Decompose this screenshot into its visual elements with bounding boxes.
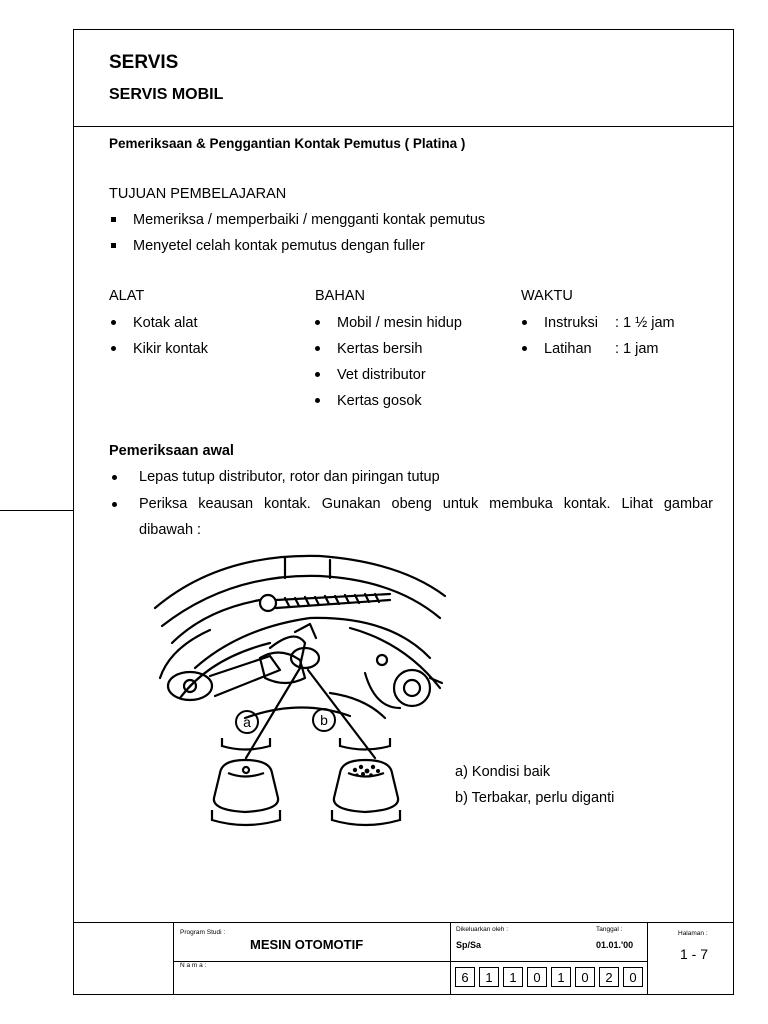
bullet-icon — [315, 398, 320, 403]
bullet-icon — [522, 320, 527, 325]
page-title: SERVIS — [109, 52, 179, 73]
figure-caption-b: b) Terbakar, perlu diganti — [455, 790, 615, 806]
inspection-heading: Pemeriksaan awal — [109, 443, 234, 459]
code-digit: 2 — [599, 967, 619, 987]
inspection-item: Lepas tutup distributor, rotor dan piringan tutup — [139, 469, 440, 485]
bahan-item: Mobil / mesin hidup — [337, 315, 462, 331]
code-digit: 1 — [479, 967, 499, 987]
code-digit: 0 — [527, 967, 547, 987]
figure-caption-a: a) Kondisi baik — [455, 764, 551, 780]
bullet-icon — [111, 346, 116, 351]
margin-mark — [0, 510, 73, 511]
alat-item: Kikir kontak — [133, 341, 208, 357]
issued-value: Sp/Sa — [456, 940, 482, 950]
topic-title: Pemeriksaan & Penggantian Kontak Pemutus ( Platina ) — [109, 136, 466, 151]
bullet-icon — [522, 346, 527, 351]
waktu-value: : 1 ½ jam — [615, 315, 675, 331]
bullet-icon — [111, 320, 116, 325]
inspection-item-continued: dibawah : — [139, 522, 202, 538]
waktu-label: Latihan — [544, 341, 592, 357]
bahan-item: Kertas bersih — [337, 341, 423, 357]
nama-label: N a m a : — [180, 962, 207, 969]
distributor-contact-figure — [150, 548, 450, 838]
page-label: Halaman : — [678, 930, 708, 937]
contact-burnt-icon — [332, 738, 400, 825]
bullet-icon — [112, 475, 117, 480]
objectives-heading: TUJUAN PEMBELAJARAN — [109, 186, 287, 202]
figure-label-b: b — [320, 712, 328, 728]
bullet-icon — [315, 346, 320, 351]
waktu-value: : 1 jam — [615, 341, 659, 357]
date-label: Tanggal : — [596, 926, 623, 933]
page-frame — [73, 29, 734, 995]
objective-item: Menyetel celah kontak pemutus dengan fuller — [133, 238, 425, 254]
bahan-item: Vet distributor — [337, 367, 426, 383]
inspection-item: Periksa keausan kontak. Gunakan obeng untuk membuka kontak. Lihat gambar — [139, 496, 713, 512]
waktu-label: Instruksi — [544, 315, 598, 331]
alat-item: Kotak alat — [133, 315, 198, 331]
code-digit: 0 — [575, 967, 595, 987]
waktu-heading: WAKTU — [521, 288, 573, 304]
objective-item: Memeriksa / memperbaiki / mengganti kontak pemutus — [133, 212, 486, 228]
code-digit: 1 — [503, 967, 523, 987]
page-subtitle: SERVIS MOBIL — [109, 86, 224, 103]
code-digit: 0 — [623, 967, 643, 987]
bahan-item: Kertas gosok — [337, 393, 422, 409]
bullet-icon — [315, 320, 320, 325]
contact-good-icon — [212, 738, 280, 825]
program-label: Program Studi : — [180, 929, 226, 936]
date-value: 01.01.'00 — [596, 940, 634, 950]
square-bullet-icon — [111, 217, 116, 222]
alat-heading: ALAT — [109, 288, 145, 304]
bahan-heading: BAHAN — [315, 288, 365, 304]
square-bullet-icon — [111, 243, 116, 248]
code-digit: 1 — [551, 967, 571, 987]
header-divider — [73, 126, 734, 127]
figure-label-a: a — [243, 714, 251, 730]
program-value: MESIN OTOMOTIF — [250, 937, 364, 952]
page-number: 1 - 7 — [680, 946, 709, 962]
issued-label: Dikeluarkan oleh : — [456, 926, 509, 933]
bullet-icon — [315, 372, 320, 377]
bullet-icon — [112, 502, 117, 507]
code-digit: 6 — [455, 967, 475, 987]
